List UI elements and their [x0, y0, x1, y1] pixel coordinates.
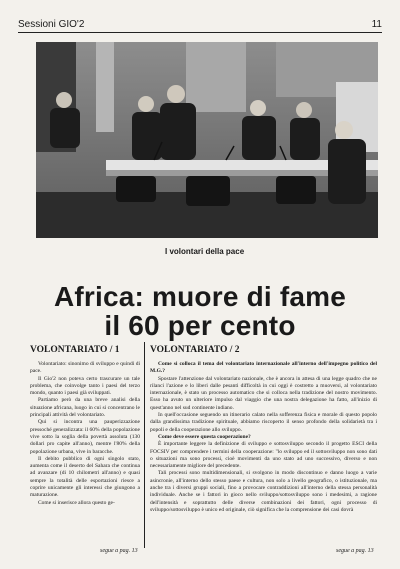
column-1-paragraph: Qui si incontra una pauperizzazione pressoché generalizzata: il 60% della popolazione vive sotto la soglia della povertà assoluta (130 dollari pro capite all'anno), mentre l'80% della popolazione urbana, vive in baracche.	[30, 419, 140, 455]
photo-caption: I volontari della pace	[165, 247, 245, 256]
column-1-paragraph: Il Gio'2 non poteva certo trascurare un tale problema, che coinvolge tanto i paesi del terzo mondo, quanto i paesi già sviluppati.	[30, 375, 140, 397]
headline-line-2: il 60 per cento	[104, 310, 296, 341]
column-1-paragraph: Il debito pubblico di ogni singolo stato, aumenta come il deserto del Sahara che continua ad avanzare (di 10 chilometri all'anno) e quasi sempre la totalità delle esportazioni riesce a coprire unicamente gli interessi che giungono a maturazione.	[30, 455, 140, 499]
header-rule	[18, 32, 382, 33]
column-1-heading: VOLONTARIATO / 1	[30, 345, 120, 355]
column-2-continued: segue a pag. 13	[336, 548, 374, 554]
column-1-paragraph: Partiamo però da una breve analisi della situazione africana, luogo in cui si concentrano le principali attività del volontariato.	[30, 397, 140, 419]
page-header	[18, 14, 382, 30]
column-2-paragraph: È importante leggere la definizione di sviluppo e sottosviluppo secondo il progetto ESCI della FOCSIV per comprendere i termini della cooperazione: "lo sviluppo ed il sottosviluppo non sono dati o situazioni ma sono processi, cioè movimenti da uno stato ad uno successivo, diverso e non necessariamente migliore del precedente.	[150, 441, 377, 470]
column-2-paragraph: Tali processi sono multidimensionali, si svolgono in modo discontinuo e danno luogo a varie asincronie, all'interno dello stesso paese e cultura, non solo a livello geografico, o istituzionale, ma anche tra i diversi gruppi sociali, fino a provocare contraddizioni all'interno della stessa personalità individuale. Anche se i fattori in gioco nello sviluppo/sottosviluppo sono i medesimi, a ragione dell'intensità e soprattutto delle diverse combinazioni dei fattori, ogni processo di sviluppo/sottosviluppo è unico ed originale, ciò significa che la comprensione dei casi dovrà	[150, 470, 377, 513]
column-1-continued: segue a pag. 13	[100, 548, 138, 554]
column-2-paragraph: In quell'occasione seguendo un itinerario calato nella sofferenza fisica e morale di questo popolo dalla grandissima tradizione spirituale, abbiamo riscoperto il senso profondo della solidarietà tra i popoli e della cooperazione allo sviluppo.	[150, 412, 377, 433]
headline	[0, 282, 400, 340]
page-number: 11	[371, 19, 382, 30]
column-2-question: Come deve essere questa cooperazione?	[158, 433, 251, 440]
column-divider	[144, 342, 145, 548]
article-column-2	[150, 345, 377, 514]
column-1-paragraph: Come si inserisce allora questo ge-	[38, 499, 115, 506]
section-title: Sessioni GIO'2	[18, 19, 85, 30]
column-2-paragraph: Spostare l'attenzione dal volontariato nazionale, che è ancora in attesa di una legge quadro che ne rilanci l'azione e lo liberi dalle pesanti difficoltà in cui oggi è costretto a muoversi, al volontariato internazionale, è stato un processo automatico che si colloca nella tradizione del nostro movimento. Esso ha avuto un ulteriore impulso dal viaggio che una nostra delegazione ha fatto, all'inizio di quest'anno nel sud continente indiano.	[150, 375, 377, 411]
column-2-question: Come si colloca il tema del volontariato internazionale all'interno dell'impegno politico del M.G.?	[150, 361, 377, 375]
headline-line-1: Africa: muore di fame	[53, 281, 347, 312]
conference-photo	[36, 42, 378, 238]
column-2-heading: VOLONTARIATO / 2	[150, 345, 240, 355]
article-column-1	[30, 345, 140, 507]
column-1-paragraph: Volontariato: sinonimo di sviluppo e quindi di pace.	[30, 361, 140, 375]
